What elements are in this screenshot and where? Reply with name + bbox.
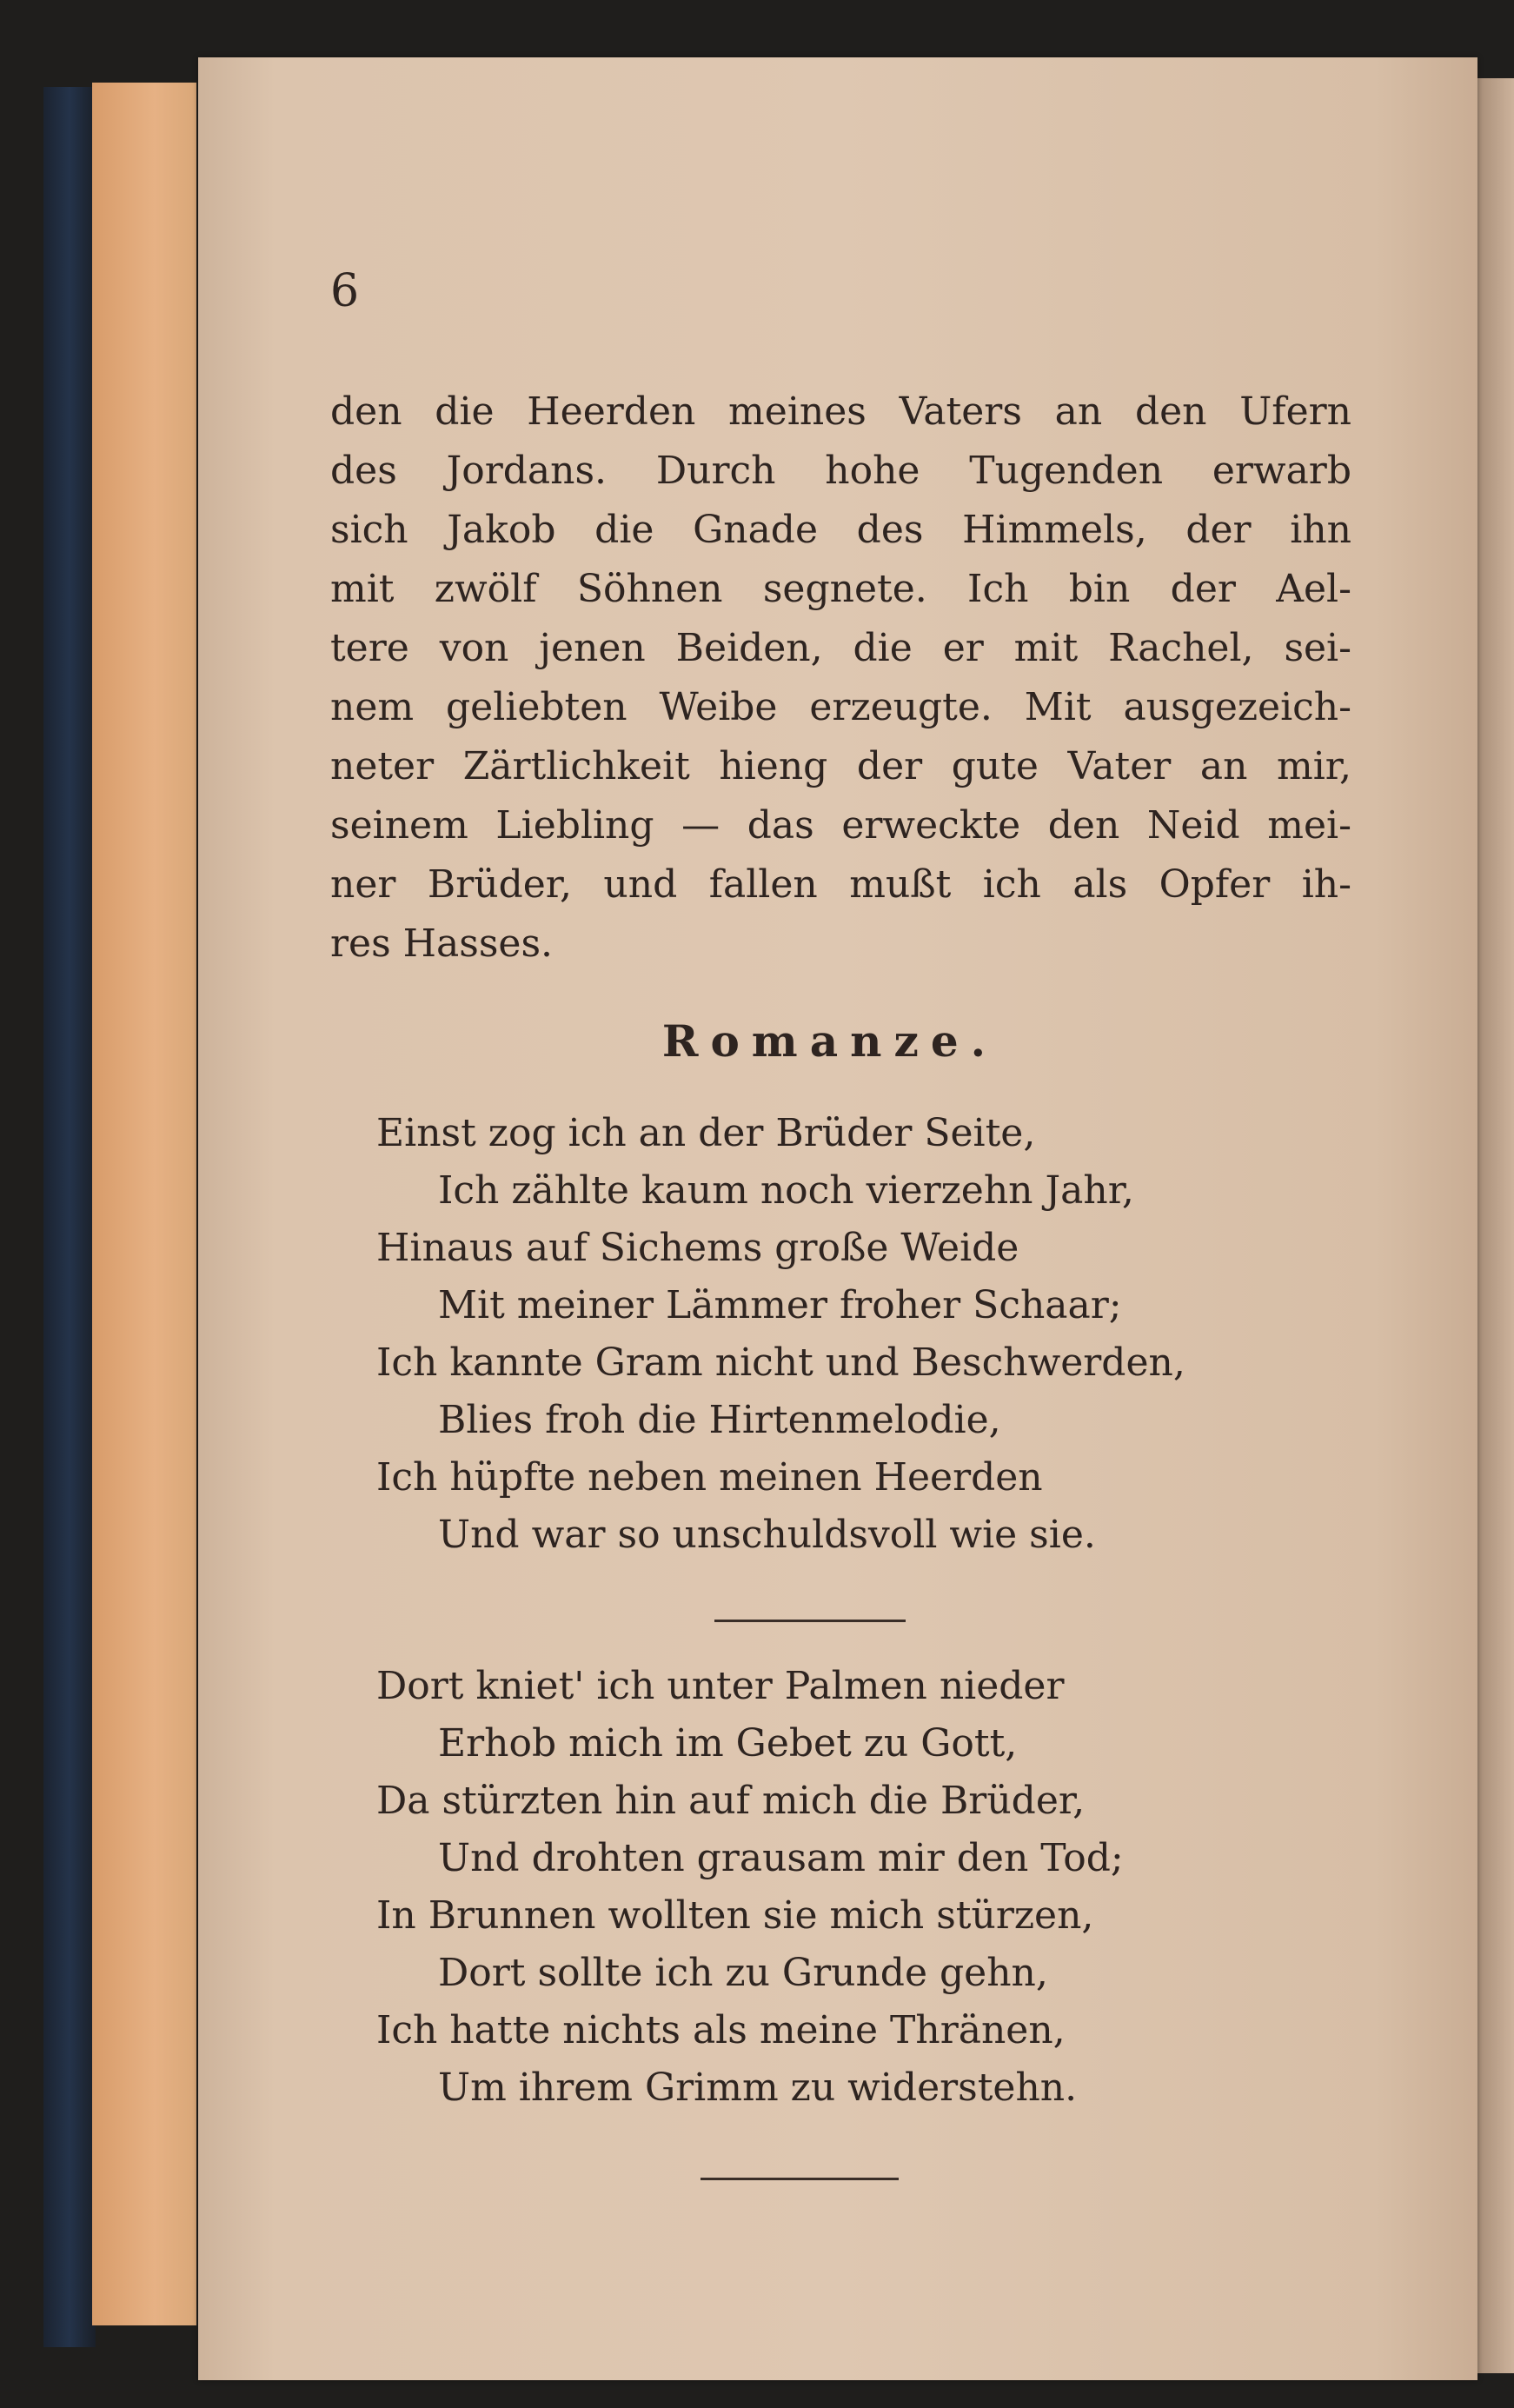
page-number: 6	[330, 265, 360, 317]
verse-line: In Brunnen wollten sie mich stürzen,	[376, 1893, 1094, 1938]
verse-line: Ich zählte kaum noch vierzehn Jahr,	[438, 1168, 1134, 1213]
paragraph-line: res Hasses.	[330, 921, 554, 966]
verse-line: Dort kniet' ich unter Palmen nieder	[376, 1664, 1065, 1708]
paragraph-line: tere von jenen Beiden, die er mit Rachel, sei-	[330, 626, 1351, 670]
verse-line: Ich hatte nichts als meine Thränen,	[376, 2008, 1066, 2052]
end-divider	[701, 2178, 899, 2180]
page-edge	[92, 83, 196, 2325]
verse-line: Da stürzten hin auf mich die Brüder,	[376, 1779, 1086, 1823]
verse-line: Mit meiner Lämmer froher Schaar;	[438, 1283, 1122, 1327]
paragraph-line: neter Zärtlichkeit hieng der gute Vater an mir,	[330, 744, 1351, 788]
book-cover-edge	[43, 87, 96, 2347]
facing-page-edge	[1477, 78, 1514, 2373]
verse-line: Ich hüpfte neben meinen Heerden	[376, 1455, 1043, 1500]
verse-line: Ich kannte Gram nicht und Beschwerden,	[376, 1340, 1185, 1385]
paragraph-line: nem geliebten Weibe erzeugte. Mit ausgezeich-	[330, 685, 1351, 729]
paragraph-line: mit zwölf Söhnen segnete. Ich bin der Ael-	[330, 567, 1351, 611]
poem-title: Romanze.	[661, 1015, 999, 1067]
verse-line: Und war so unschuldsvoll wie sie.	[438, 1513, 1096, 1557]
verse-line: Erhob mich im Gebet zu Gott,	[438, 1721, 1018, 1766]
paragraph-line: seinem Liebling — das erweckte den Neid mei-	[330, 803, 1351, 848]
paragraph-line: sich Jakob die Gnade des Himmels, der ihn	[330, 508, 1351, 552]
paragraph-line: den die Heerden meines Vaters an den Ufern	[330, 389, 1351, 434]
verse-line: Um ihrem Grimm zu widerstehn.	[438, 2065, 1078, 2110]
prose-paragraph	[330, 382, 1351, 974]
verse-line: Blies froh die Hirtenmelodie,	[438, 1398, 1001, 1442]
stanza-divider	[714, 1620, 906, 1622]
paragraph-line: des Jordans. Durch hohe Tugenden erwarb	[330, 449, 1351, 493]
paragraph-line: ner Brüder, und fallen mußt ich als Opfer ih-	[330, 862, 1351, 907]
verse-line: Dort sollte ich zu Grunde gehn,	[438, 1951, 1048, 1995]
verse-line: Einst zog ich an der Brüder Seite,	[376, 1111, 1036, 1155]
verse-line: Hinaus auf Sichems große Weide	[376, 1226, 1019, 1270]
verse-line: Und drohten grausam mir den Tod;	[438, 1836, 1124, 1880]
